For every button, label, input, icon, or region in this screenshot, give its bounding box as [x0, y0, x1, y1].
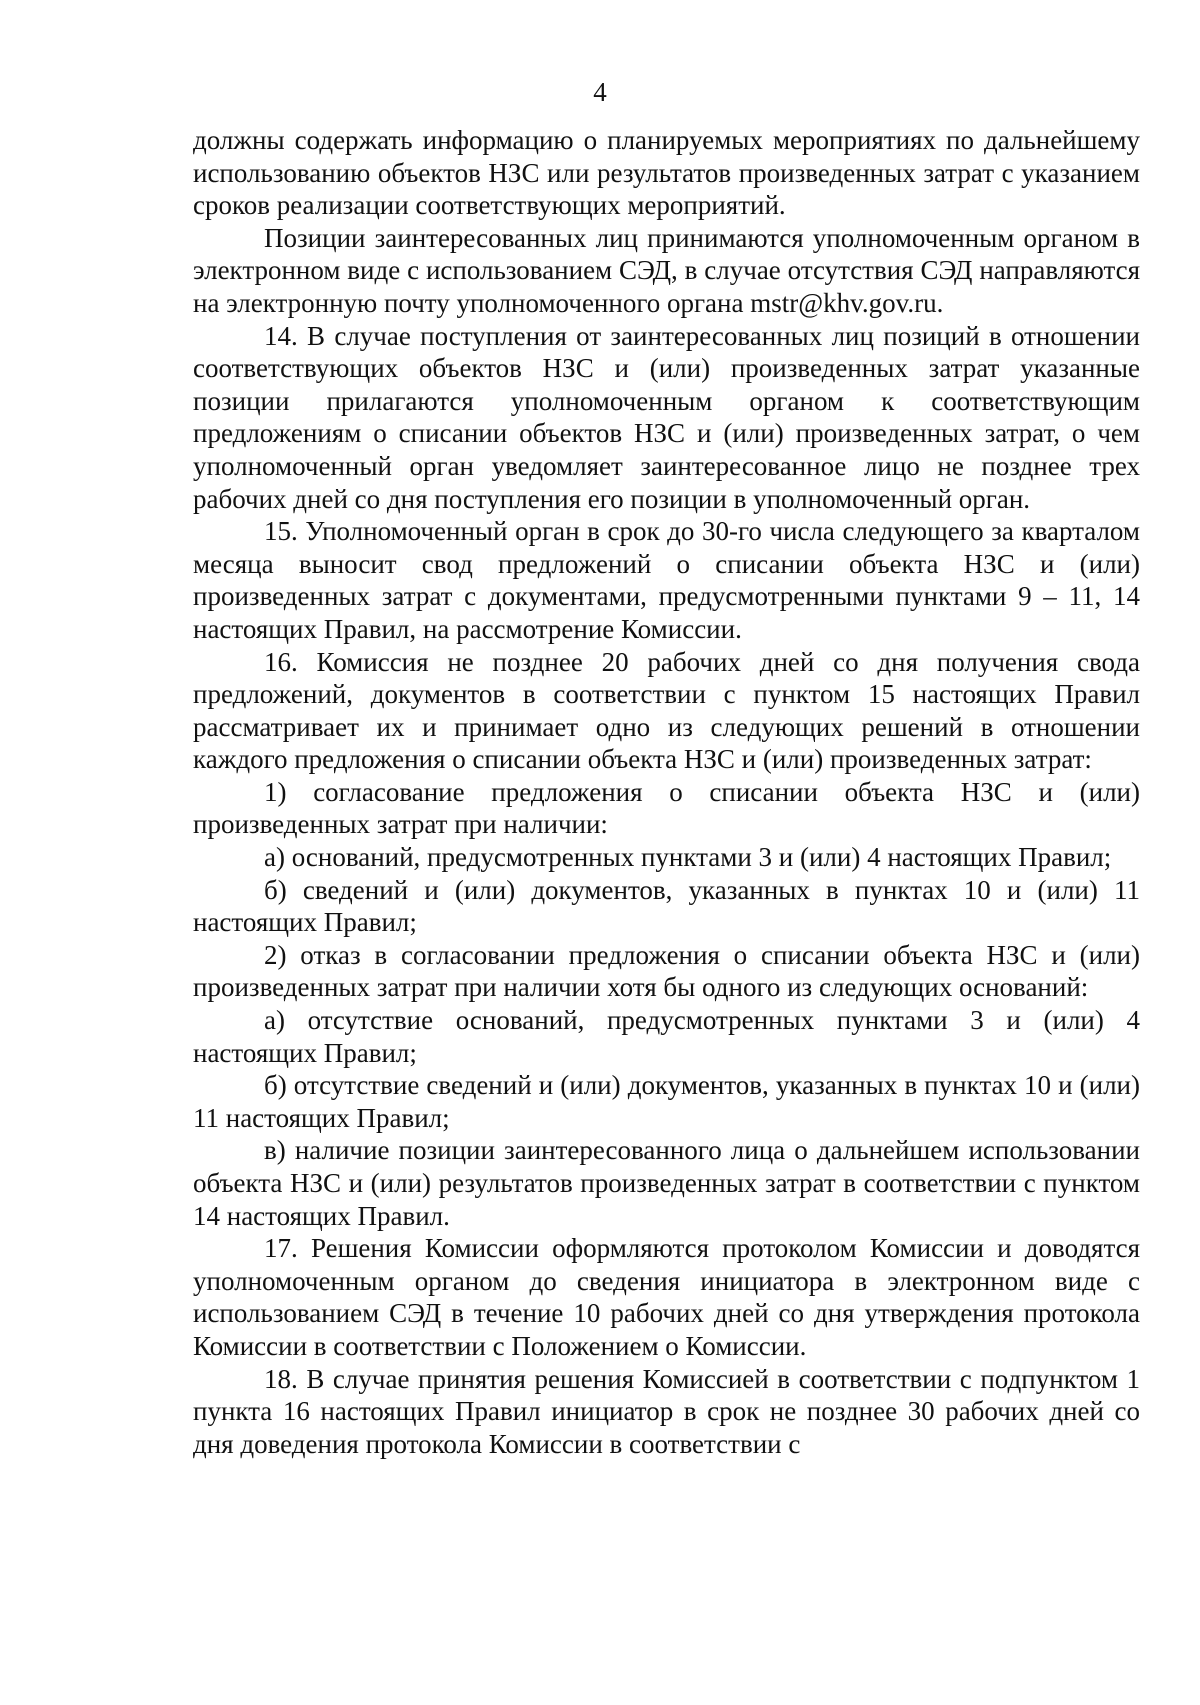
- paragraph-item-17: 17. Решения Комиссии оформляются протоколом Комиссии и доводятся уполномоченным органом до сведения инициатора в электронном виде с использованием СЭД в течение 10 рабочих дней со дня утверждения протокола Комиссии в соответствии с Положением о Комиссии.: [193, 1233, 1140, 1361]
- paragraph-item-14: 14. В случае поступления от заинтересованных лиц позиций в отношении соответствующих объектов НЗС и (или) произведенных затрат указанные позиции прилагаются уполномоченным органом к соответствующим предложениям о списании объектов НЗС и (или) произведенных затрат, о чем уполномоченный орган уведомляет заинтересованное лицо не позднее трех рабочих дней со дня поступления его позиции в уполномоченный орган.: [193, 320, 1140, 514]
- paragraph-item-15: 15. Уполномоченный орган в срок до 30-го числа следующего за кварталом месяца выносит свод предложений о списании объекта НЗС и (или) произведенных затрат с документами, предусмотренными пунктами 9 – 11, 14 настоящих Правил, на рассмотрение Комиссии.: [193, 516, 1140, 644]
- page-number: 4: [593, 77, 607, 107]
- paragraph-positions-email: Позиции заинтересованных лиц принимаются уполномоченным органом в электронном виде с использованием СЭД, в случае отсутствия СЭД направляются на электронную почту уполномоченного органа mstr@khv.gov.ru.: [193, 222, 1140, 318]
- document-body: [193, 124, 1140, 1460]
- subitem-16-2-a: а) отсутствие оснований, предусмотренных пунктами 3 и (или) 4 настоящих Правил;: [193, 1005, 1140, 1068]
- paragraph-item-18: 18. В случае принятия решения Комиссией в соответствии с подпунктом 1 пункта 16 настоящих Правил инициатор в срок не позднее 30 рабочих дней со дня доведения протокола Комиссии в соответствии с: [193, 1363, 1140, 1459]
- subitem-16-1-a: а) оснований, предусмотренных пунктами 3 и (или) 4 настоящих Правил;: [264, 842, 1112, 873]
- paragraph-item-16: 16. Комиссия не позднее 20 рабочих дней со дня получения свода предложений, документов в соответствии с пунктом 15 настоящих Правил рассматривает их и принимает одно из следующих решений в отношении каждого предложения о списании объекта НЗС и (или) произведенных затрат:: [193, 646, 1140, 775]
- subitem-16-2: 2) отказ в согласовании предложения о списании объекта НЗС и (или) произведенных затрат при наличии хотя бы одного из следующих оснований:: [193, 939, 1140, 1003]
- subitem-16-2-b: б) отсутствие сведений и (или) документов, указанных в пунктах 10 и (или) 11 настоящих Правил;: [193, 1070, 1140, 1133]
- subitem-16-1: 1) согласование предложения о списании объекта НЗС и (или) произведенных затрат при наличии:: [193, 776, 1140, 840]
- paragraph-continuation: должны содержать информацию о планируемых мероприятиях по дальнейшему использованию объектов НЗС или результатов произведенных затрат с указанием сроков реализации соответствующих мероприятий.: [193, 125, 1140, 221]
- subitem-16-1-b: б) сведений и (или) документов, указанных в пунктах 10 и (или) 11 настоящих Правил;: [193, 874, 1140, 938]
- subitem-16-2-v: в) наличие позиции заинтересованного лица о дальнейшем использовании объекта НЗС и (или) результатов произведенных затрат в соответствии с пунктом 14 настоящих Правил.: [193, 1135, 1140, 1231]
